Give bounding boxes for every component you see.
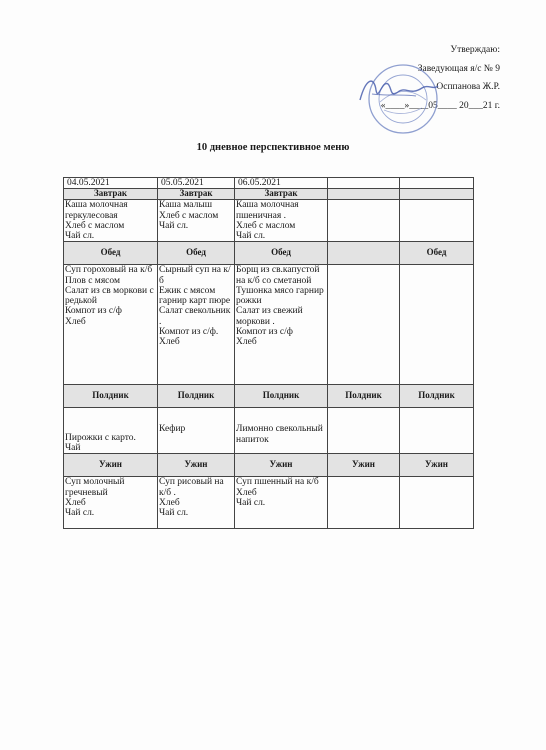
menu-table	[63, 177, 474, 529]
snack-row	[64, 408, 474, 454]
dish-line: Сырный суп на к/б	[159, 265, 231, 286]
date-cell	[328, 178, 400, 189]
dish-line: Каша молочная пшеничная .	[236, 200, 299, 221]
menu-cell	[64, 408, 158, 454]
dish-line: Чай сл.	[236, 497, 266, 508]
date-cell: 06.05.2021	[235, 178, 328, 189]
dish-line: Суп пшенный на к/б	[236, 477, 319, 488]
menu-cell	[400, 200, 474, 242]
page-title: 10 дневное перспективное меню	[196, 142, 350, 153]
meal-header: Полдник	[64, 385, 158, 408]
meal-header: Завтрак	[158, 189, 235, 200]
dinner-row	[64, 477, 474, 529]
meal-header: Ужин	[64, 454, 158, 477]
dish-line: Салат из свежий моркови .	[236, 306, 303, 327]
breakfast-header-row	[64, 189, 474, 200]
dish-line: Пирожки с карто.	[65, 432, 136, 443]
dish-line: Каша малыш	[159, 200, 213, 211]
dish-line: Тушонка мясо гарнир рожки	[236, 285, 324, 306]
approval-line-2: Заведующая я/с № 9	[417, 63, 500, 74]
dish-line: Хлеб с маслом	[159, 210, 219, 221]
dish-line: Суп молочный гречневый	[65, 477, 125, 498]
dates-row	[64, 178, 474, 189]
dish-line: Чай сл.	[65, 231, 95, 241]
approval-line-3: Осппанова Ж.Р.	[436, 82, 500, 92]
dish-line: Ежик с мясом гарнир карт пюре Салат свекольник .	[159, 285, 231, 327]
dish-line: Чай сл.	[65, 508, 95, 518]
dish-line: Суп гороховый на к/б	[65, 265, 153, 276]
meal-header: Полдник	[235, 385, 328, 408]
menu-cell	[328, 408, 400, 454]
dish-line: Суп рисовый на к/б .	[159, 477, 224, 498]
menu-cell	[235, 477, 328, 529]
meal-header: Ужин	[235, 454, 328, 477]
breakfast-row	[64, 200, 474, 242]
dish-line: Чай сл.	[159, 508, 189, 518]
snack-header-row	[64, 385, 474, 408]
dish-line: Чай сл.	[159, 220, 189, 231]
meal-header	[400, 189, 474, 200]
dish-line: Компот из с/ф	[65, 306, 122, 317]
dish-line: Чай сл.	[236, 231, 266, 241]
meal-header: Ужин	[328, 454, 400, 477]
menu-cell	[158, 408, 235, 454]
meal-header: Обед	[158, 242, 235, 265]
meal-header: Ужин	[158, 454, 235, 477]
menu-cell	[158, 265, 235, 385]
dish-line: Хлеб	[159, 497, 180, 508]
meal-header: Обед	[64, 242, 158, 265]
lunch-row	[64, 265, 474, 385]
dish-line: Хлеб	[236, 337, 257, 347]
dish-line: Борщ из св.капустой на к/б со сметаной	[236, 265, 320, 286]
dish-line: Хлеб	[65, 497, 86, 508]
dish-line: Хлеб с маслом	[236, 220, 296, 231]
menu-cell	[400, 265, 474, 385]
dinner-header-row	[64, 454, 474, 477]
meal-header: Обед	[235, 242, 328, 265]
menu-cell	[235, 408, 328, 454]
menu-cell	[64, 200, 158, 242]
menu-cell	[158, 200, 235, 242]
dish-line: Лимонно свекольный напиток	[236, 424, 323, 445]
menu-cell	[235, 200, 328, 242]
dish-line: Хлеб	[65, 316, 86, 327]
menu-cell	[158, 477, 235, 529]
dish-line: Чай	[65, 443, 81, 453]
menu-cell	[328, 265, 400, 385]
meal-header: Полдник	[400, 385, 474, 408]
dish-line: Компот из с/ф	[236, 326, 293, 337]
approval-date: «____»____05____ 20___21 г.	[380, 100, 500, 111]
meal-header: Завтрак	[64, 189, 158, 200]
menu-cell	[64, 477, 158, 529]
approval-line-1: Утверждаю:	[450, 45, 500, 55]
meal-header: Полдник	[158, 385, 235, 408]
dish-line: Салат из св моркови с редькой	[65, 285, 154, 306]
dish-line: Хлеб с маслом	[65, 220, 125, 231]
dish-line: Каша молочная геркулесовая	[65, 200, 128, 221]
meal-header: Завтрак	[235, 189, 328, 200]
dish-line: Плов с мясом	[65, 275, 120, 286]
meal-header: Полдник	[328, 385, 400, 408]
dish-line: Компот из с/ф.	[159, 326, 219, 337]
menu-cell	[400, 477, 474, 529]
menu-cell	[235, 265, 328, 385]
date-cell	[400, 178, 474, 189]
date-cell: 04.05.2021	[64, 178, 158, 189]
menu-cell	[400, 408, 474, 454]
meal-header: Ужин	[400, 454, 474, 477]
menu-cell	[64, 265, 158, 385]
date-cell: 05.05.2021	[158, 178, 235, 189]
meal-header	[328, 242, 400, 265]
meal-header: Обед	[400, 242, 474, 265]
menu-cell	[328, 477, 400, 529]
menu-cell	[328, 200, 400, 242]
approval-block	[310, 46, 500, 120]
dish-line: Хлеб	[236, 487, 257, 498]
lunch-header-row	[64, 242, 474, 265]
meal-header	[328, 189, 400, 200]
dish-line: Кефир	[159, 424, 186, 435]
dish-line: Хлеб	[159, 337, 180, 347]
